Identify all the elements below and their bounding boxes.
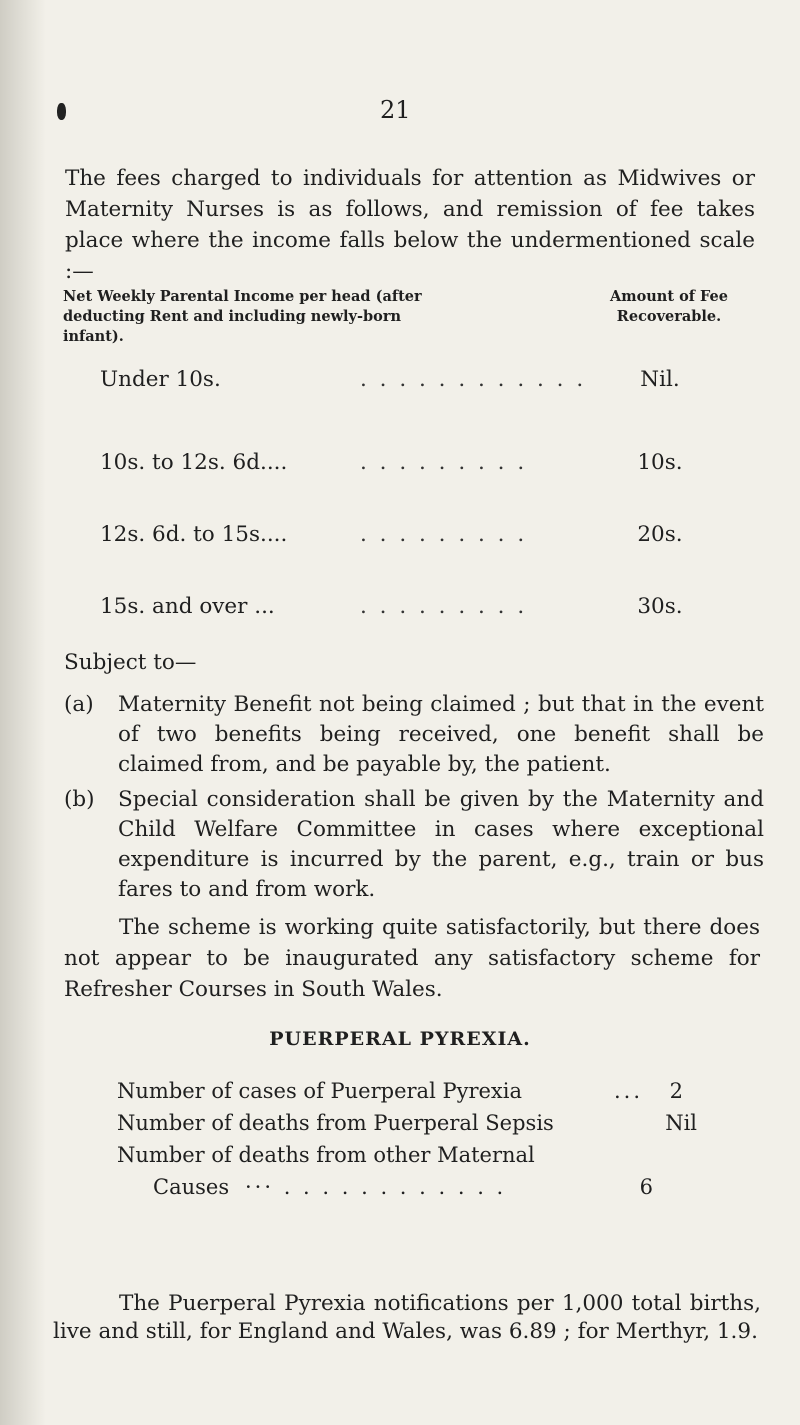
statistic-label: Number of deaths from other Maternal	[117, 1143, 535, 1167]
statistic-value: 2	[669, 1079, 683, 1103]
leader-dots: . . . . . . . . .	[360, 450, 528, 475]
statistic-row	[117, 1143, 677, 1173]
statistic-row	[117, 1111, 697, 1141]
income-band: 10s. to 12s. 6d....	[100, 450, 288, 475]
intro-paragraph: The fees charged to individuals for attention as Midwives or Maternity Nurses is as follows, and remission of fee takes place where the income falls below the undermentioned scale :—	[65, 166, 755, 284]
page-edge-shadow	[0, 0, 46, 1425]
leader-dots: . . . . . . . . . . . .	[360, 367, 587, 392]
statistic-row	[153, 1175, 653, 1205]
fee-column-header: Amount of Fee Recoverable.	[609, 288, 728, 325]
scheme-paragraph: The scheme is working quite satisfactorily, but there does not appear to be inaugurated any satisfactory scheme for Refresher Courses in South Wales.	[64, 915, 760, 1002]
statistic-label: Number of deaths from Puerperal Sepsis	[117, 1111, 554, 1135]
condition-clause	[64, 785, 764, 905]
subject-to-label: Subject to—	[64, 650, 197, 675]
section-heading: PUERPERAL PYREXIA.	[269, 1028, 531, 1050]
fee-amount: 10s.	[637, 450, 683, 475]
fee-amount: Nil.	[640, 367, 680, 392]
fee-amount: 20s.	[637, 522, 683, 547]
fee-table-row	[100, 450, 760, 478]
fee-table-row	[100, 594, 760, 622]
leader-dots: ...	[614, 1079, 644, 1103]
leader-dots: ··· . . . . . . . . . . . .	[245, 1175, 507, 1199]
income-band: 15s. and over ...	[100, 594, 275, 619]
condition-clause	[64, 690, 764, 780]
leader-dots: . . . . . . . . .	[360, 522, 528, 547]
income-band: 12s. 6d. to 15s....	[100, 522, 288, 547]
fee-table-row	[100, 367, 760, 395]
statistic-value: Nil	[665, 1111, 697, 1135]
fee-table-row	[100, 522, 760, 550]
fee-amount: 30s.	[637, 594, 683, 619]
clause-marker: (a)	[64, 692, 94, 717]
income-column-header: Net Weekly Parental Income per head (after deducting Rent and including newly-born infant).	[63, 288, 422, 345]
notification-paragraph: The Puerperal Pyrexia notifications per 1,000 total births, live and still, for England and Wales, was 6.89 ; for Merthyr, 1.9.	[53, 1291, 761, 1344]
statistic-value: 6	[639, 1175, 653, 1199]
ink-blot	[57, 103, 66, 120]
leader-dots: . . . . . . . . .	[360, 594, 528, 619]
statistic-label: Causes	[153, 1175, 230, 1199]
income-band: Under 10s.	[100, 367, 221, 392]
clause-text: Special consideration shall be given by the Maternity and Child Welfare Committee in cases where exceptional expenditure is incurred by the parent, e.g., train or bus fares to and from work.	[118, 787, 764, 902]
statistic-label: Number of cases of Puerperal Pyrexia	[117, 1079, 522, 1103]
clause-marker: (b)	[64, 787, 95, 812]
statistic-row	[117, 1079, 683, 1109]
page-number: 21	[380, 96, 411, 124]
clause-text: Maternity Benefit not being claimed ; but that in the event of two benefits being received, one benefit shall be claimed from, and be payable by, the patient.	[118, 692, 764, 777]
